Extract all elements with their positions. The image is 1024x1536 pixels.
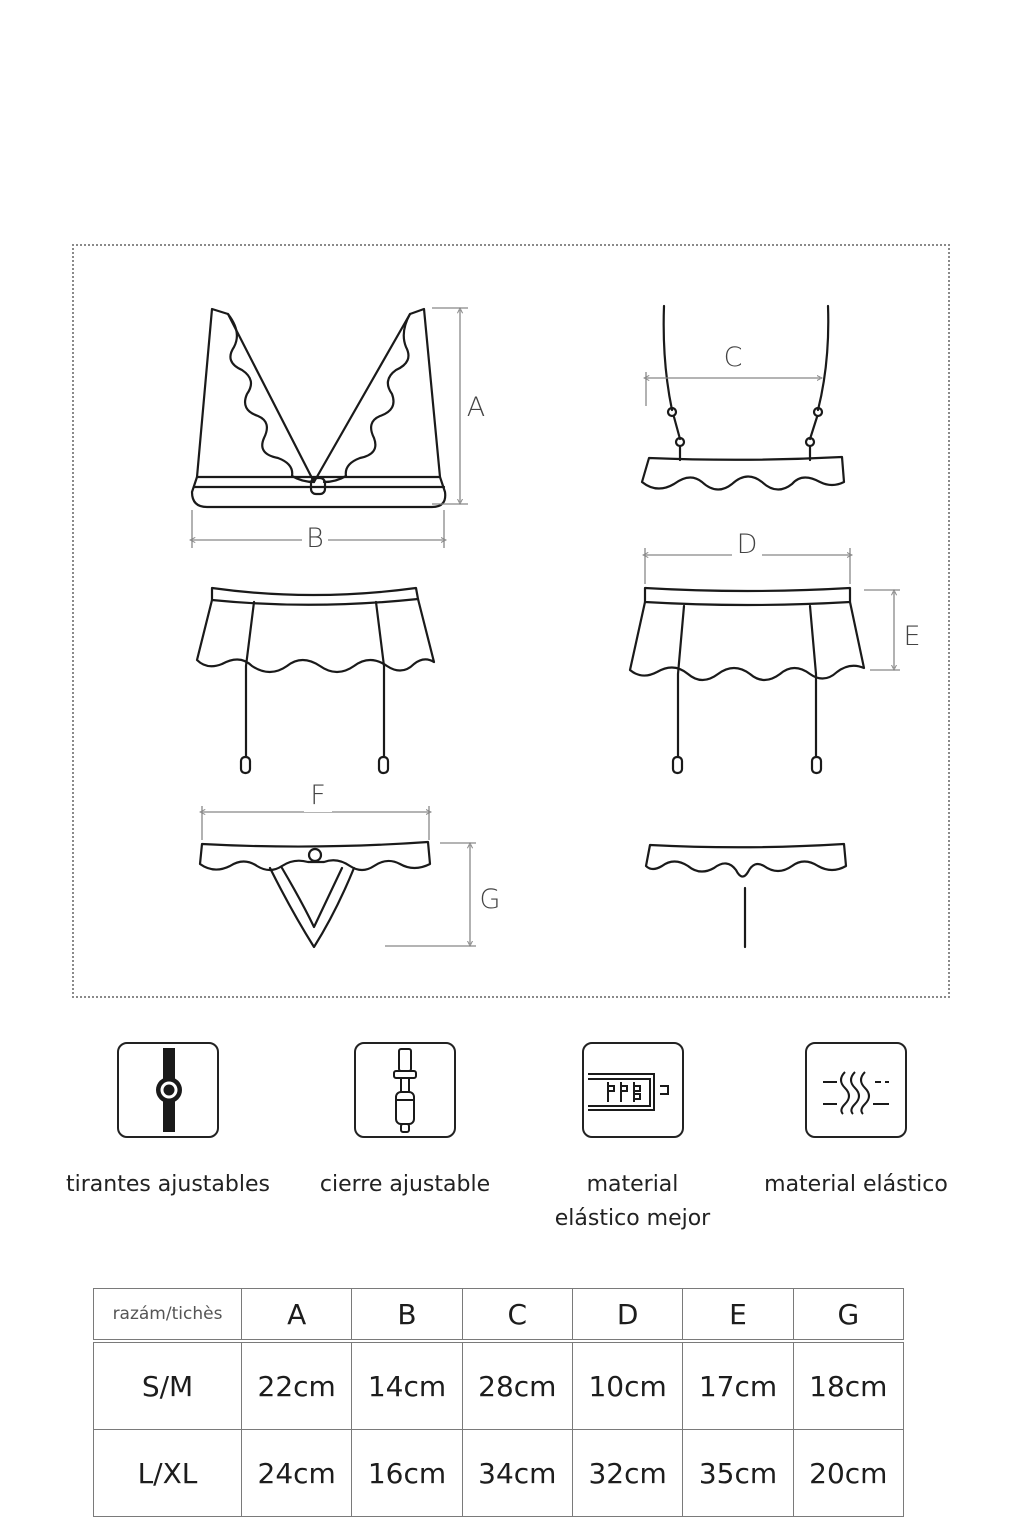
- adjustable-clasp-icon: [354, 1042, 456, 1138]
- table-cell: 16cm: [352, 1430, 462, 1517]
- garter-belt-back-drawing: [630, 588, 864, 773]
- table-cell: 17cm: [683, 1341, 793, 1430]
- feature-label: tirantes ajustables: [65, 1172, 270, 1197]
- column-header-a: A: [242, 1289, 352, 1342]
- feature-elastic-material: [750, 1042, 962, 1202]
- column-header-c: C: [462, 1289, 572, 1342]
- dimension-label-g: G: [479, 884, 501, 915]
- table-cell: 32cm: [572, 1430, 682, 1517]
- size-label: L/XL: [94, 1430, 242, 1517]
- dimension-label-c: C: [723, 342, 743, 373]
- bra-front-drawing: [192, 309, 445, 507]
- column-header-b: B: [352, 1289, 462, 1342]
- thong-back-drawing: [646, 844, 846, 947]
- dimension-label-d: D: [736, 529, 758, 560]
- dimension-label-e: E: [903, 621, 921, 652]
- garment-diagram-panel: [72, 244, 950, 998]
- elastic-material-icon: [805, 1042, 907, 1138]
- column-header-e: E: [683, 1289, 793, 1342]
- feature-adjustable-straps: [38, 1042, 298, 1202]
- table-cell: 14cm: [352, 1341, 462, 1430]
- table-cell: 34cm: [462, 1430, 572, 1517]
- garment-diagram: [74, 246, 952, 1000]
- column-header-g: G: [793, 1289, 903, 1342]
- table-cell: 18cm: [793, 1341, 903, 1430]
- feature-label: material elástico mejor: [554, 1172, 711, 1231]
- table-cell: 28cm: [462, 1341, 572, 1430]
- size-table: [93, 1288, 904, 1517]
- better-elastic-material-icon: [582, 1042, 684, 1138]
- feature-label: cierre ajustable: [319, 1172, 491, 1197]
- dimension-label-f: F: [310, 780, 326, 811]
- feature-better-elastic-material: [510, 1042, 755, 1236]
- table-cell: 20cm: [793, 1430, 903, 1517]
- table-cell: 35cm: [683, 1430, 793, 1517]
- dimension-label-b: B: [306, 523, 324, 554]
- table-row: [94, 1430, 904, 1517]
- feature-label: material elástico: [764, 1172, 948, 1197]
- feature-adjustable-clasp: [280, 1042, 530, 1202]
- size-label: S/M: [94, 1341, 242, 1430]
- table-cell: 24cm: [242, 1430, 352, 1517]
- table-cell: 22cm: [242, 1341, 352, 1430]
- thong-front-drawing: [200, 842, 430, 947]
- size-table-header-row: [94, 1289, 904, 1342]
- dimension-label-a: A: [466, 392, 486, 423]
- garter-belt-front-drawing: [197, 588, 434, 773]
- size-table-corner-label: razám/tichès: [94, 1289, 242, 1342]
- bra-back-drawing: [642, 306, 844, 490]
- column-header-d: D: [572, 1289, 682, 1342]
- table-cell: 10cm: [572, 1341, 682, 1430]
- table-row: [94, 1341, 904, 1430]
- adjustable-strap-icon: [117, 1042, 219, 1138]
